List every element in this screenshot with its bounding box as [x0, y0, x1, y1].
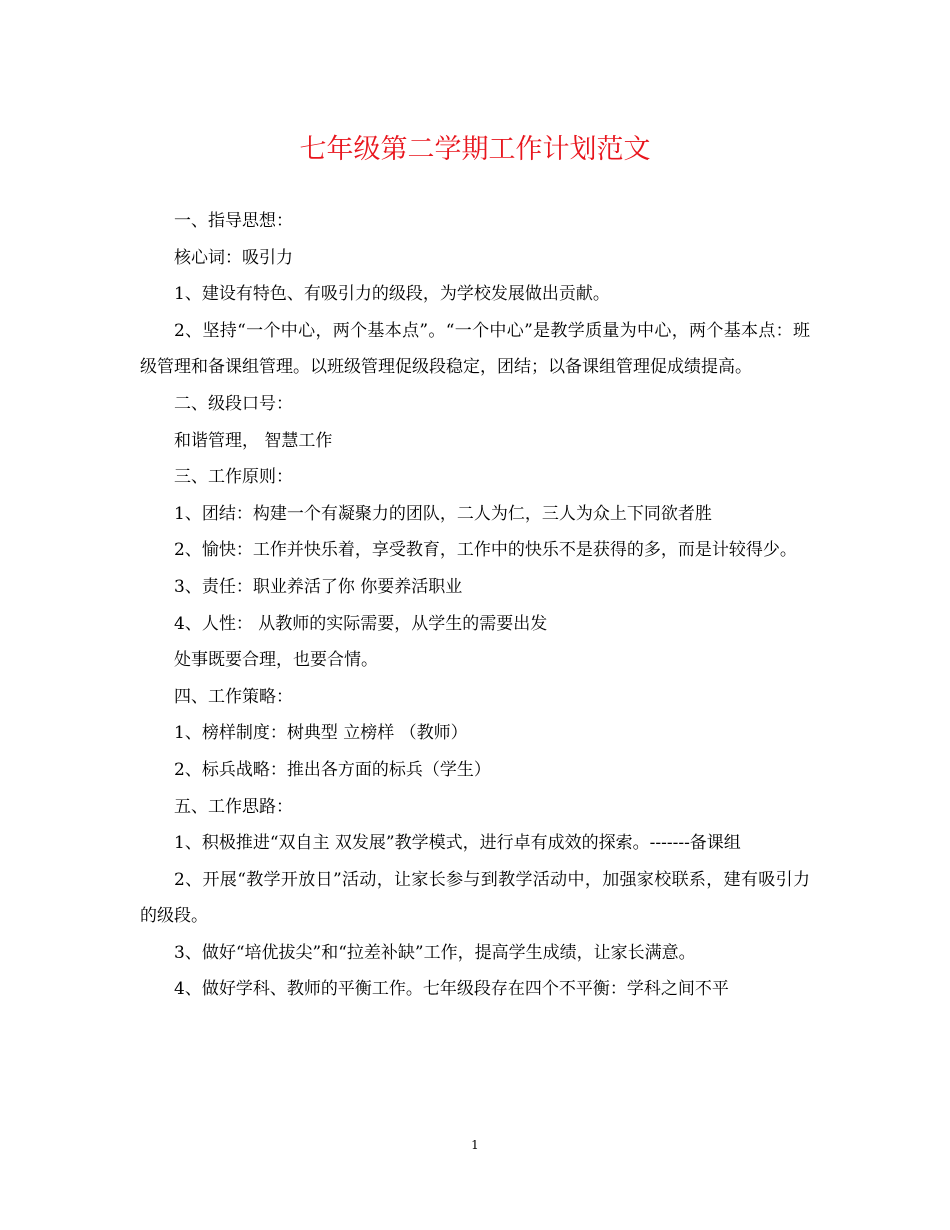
- paragraph: 四、工作策略：: [174, 686, 293, 707]
- paragraph: 2、标兵战略：推出各方面的标兵（学生）: [174, 759, 491, 780]
- paragraph: 三、工作原则：: [174, 467, 293, 488]
- paragraph: 五、工作思路：: [174, 796, 293, 817]
- page-number: 1: [471, 1138, 479, 1152]
- document-title: 七年级第二学期工作计划范文: [299, 134, 651, 165]
- paragraph: 二、级段口号：: [174, 393, 293, 414]
- paragraph: 2、开展“教学开放日”活动，让家长参与到教学活动中，加强家校联系，建有吸引力的级段。: [140, 869, 810, 927]
- paragraph: 1、榜样制度：树典型 立榜样 （教师）: [174, 723, 468, 744]
- paragraph: 和谐管理， 智慧工作: [174, 430, 333, 451]
- paragraph: 2、愉快：工作并快乐着，享受教育，工作中的快乐不是获得的多，而是计较得少。: [174, 540, 797, 561]
- paragraph: 一、指导思想：: [174, 211, 293, 231]
- paragraph: 2、坚持“一个中心，两个基本点”。“一个中心”是教学质量为中心，两个基本点：班级管理和备课组管理。以班级管理促级段稳定，团结；以备课组管理促成绩提高。: [140, 320, 810, 378]
- paragraph: 1、团结：构建一个有凝聚力的团队，二人为仁，三人为众上下同欲者胜: [174, 503, 712, 524]
- paragraph: 3、责任：职业养活了你 你要养活职业: [174, 576, 463, 597]
- paragraph: 处事既要合理，也要合情。: [174, 650, 378, 671]
- paragraph: 1、建设有特色、有吸引力的级段，为学校发展做出贡献。: [174, 284, 610, 305]
- paragraph: 1、积极推进“双自主 双发展”教学模式，进行卓有成效的探索。-------备课组: [174, 833, 741, 854]
- paragraph: 4、做好学科、教师的平衡工作。七年级段存在四个不平衡：学科之间不平: [174, 979, 729, 1000]
- paragraph: 3、做好“培优拔尖”和“拉差补缺”工作，提高学生成绩，让家长满意。: [174, 942, 696, 963]
- paragraph: 核心词：吸引力: [174, 247, 293, 268]
- document-body: [140, 203, 810, 1008]
- paragraph: 4、人性： 从教师的实际需要，从学生的需要出发: [174, 613, 548, 634]
